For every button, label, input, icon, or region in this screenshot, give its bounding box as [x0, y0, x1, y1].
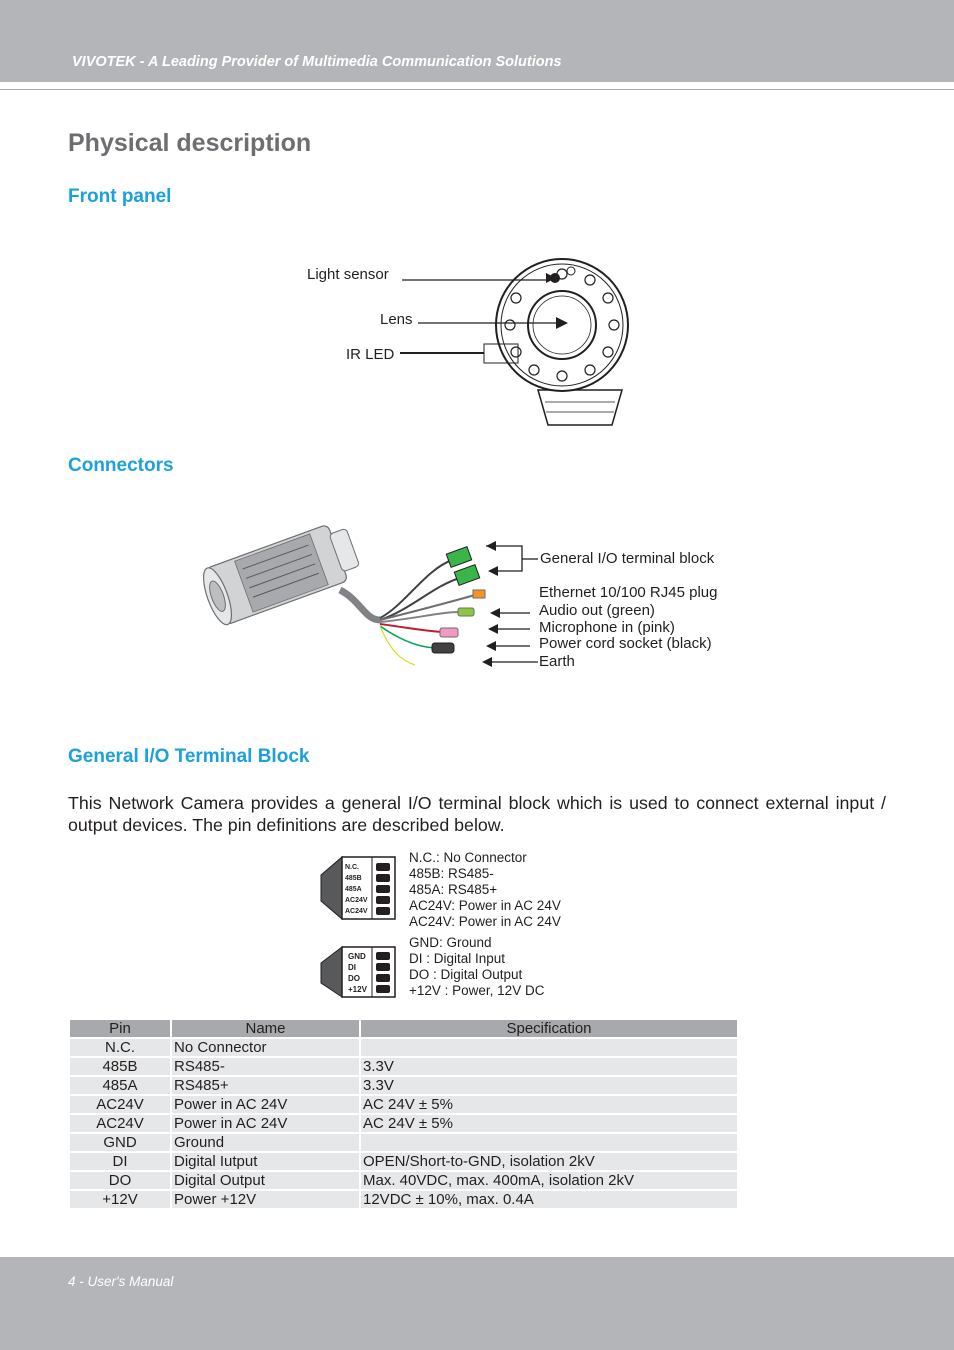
ethernet-label: Ethernet 10/100 RJ45 plug	[539, 584, 718, 601]
terminal-block-2-descriptions	[409, 935, 544, 999]
pin-description: DI : Digital Input	[409, 951, 506, 966]
cell-specification: Max. 40VDC, max. 400mA, isolation 2kV	[361, 1172, 737, 1189]
header-divider	[0, 89, 954, 90]
table-header-pin: Pin	[70, 1020, 170, 1037]
mic-wire	[380, 624, 445, 632]
cell-pin: 485B	[70, 1058, 170, 1075]
cell-name: No Connector	[172, 1039, 359, 1056]
lens-label: Lens	[380, 311, 413, 328]
pin-description: DO : Digital Output	[409, 967, 523, 982]
cell-name: Power in AC 24V	[172, 1115, 359, 1132]
cell-name: Digital Output	[172, 1172, 359, 1189]
cell-specification: AC 24V ± 5%	[361, 1096, 737, 1113]
cell-pin: DI	[70, 1153, 170, 1170]
pin-description: N.C.: No Connector	[409, 850, 527, 865]
audio-out-label: Audio out (green)	[539, 602, 655, 619]
pin-spec-table	[68, 1018, 739, 1210]
cell-pin: +12V	[70, 1191, 170, 1208]
table-row	[70, 1153, 737, 1170]
pin-description: AC24V: Power in AC 24V	[409, 914, 561, 929]
cell-pin: GND	[70, 1134, 170, 1151]
header-text: VIVOTEK - A Leading Provider of Multimedia Communication Solutions	[72, 54, 562, 70]
pin-description: 485A: RS485+	[409, 882, 498, 897]
terminal-pin-label: +12V	[348, 985, 367, 994]
terminal-pin-label: DO	[348, 974, 360, 983]
cell-pin: DO	[70, 1172, 170, 1189]
cell-pin: AC24V	[70, 1096, 170, 1113]
pin-description: GND: Ground	[409, 935, 492, 950]
cell-specification	[361, 1039, 737, 1056]
io-description: This Network Camera provides a general I/O terminal block which is used to connect external input / output devices. The pin definitions are described below.	[68, 793, 886, 835]
terminal-pin-label: N.C.	[345, 864, 359, 871]
cell-name: Power in AC 24V	[172, 1096, 359, 1113]
terminal-pin-label: 485A	[345, 886, 362, 893]
connectors-heading: Connectors	[68, 455, 174, 476]
terminal-block-2-pins	[348, 951, 367, 995]
terminal-block-1-pins	[345, 862, 368, 917]
mic-in-label: Microphone in (pink)	[539, 619, 675, 636]
power-socket	[432, 643, 454, 653]
terminal-pin-label: AC24V	[345, 908, 368, 915]
table-row	[70, 1077, 737, 1094]
page-footer	[0, 1257, 954, 1350]
footer-text: 4 - User's Manual	[68, 1274, 174, 1289]
terminal-block-1-descriptions	[409, 850, 561, 930]
cell-specification: 3.3V	[361, 1058, 737, 1075]
ir-led-label: IR LED	[346, 346, 395, 363]
table-row	[70, 1191, 737, 1208]
cell-specification: OPEN/Short-to-GND, isolation 2kV	[361, 1153, 737, 1170]
camera-mount	[538, 390, 622, 425]
io-terminal-1	[446, 547, 471, 568]
terminal-pin-label: GND	[348, 952, 366, 961]
cell-specification	[361, 1134, 737, 1151]
cell-specification: 12VDC ± 10%, max. 0.4A	[361, 1191, 737, 1208]
table-row	[70, 1115, 737, 1132]
terminal-pin-label: DI	[348, 963, 356, 972]
cell-specification: AC 24V ± 5%	[361, 1115, 737, 1132]
cell-specification: 3.3V	[361, 1077, 737, 1094]
pin-description: 485B: RS485-	[409, 866, 494, 881]
earth-label: Earth	[539, 653, 575, 670]
io-block-label: General I/O terminal block	[540, 550, 715, 567]
power-label: Power cord socket (black)	[539, 635, 712, 652]
io-terminal-2	[454, 565, 479, 586]
cell-pin: AC24V	[70, 1115, 170, 1132]
cell-name: Power +12V	[172, 1191, 359, 1208]
connectors-leaders	[480, 540, 540, 670]
terminal-pin-label: 485B	[345, 875, 362, 882]
earth-wire	[380, 626, 415, 665]
io-terminal-heading: General I/O Terminal Block	[68, 746, 310, 767]
cell-pin: 485A	[70, 1077, 170, 1094]
terminal-pin-label: AC24V	[345, 897, 368, 904]
table-row	[70, 1134, 737, 1151]
cell-name: RS485-	[172, 1058, 359, 1075]
table-header-row	[70, 1020, 737, 1037]
power-wire	[380, 626, 438, 648]
pin-description: AC24V: Power in AC 24V	[409, 898, 561, 913]
table-header-specification: Specification	[361, 1020, 737, 1037]
terminal-screws-1	[376, 863, 390, 915]
table-row	[70, 1058, 737, 1075]
mic-in-jack	[440, 628, 458, 637]
io-wire-1	[380, 560, 452, 618]
table-row	[70, 1172, 737, 1189]
cell-name: Ground	[172, 1134, 359, 1151]
front-panel-heading: Front panel	[68, 186, 172, 207]
cell-name: RS485+	[172, 1077, 359, 1094]
cell-name: Digital Iutput	[172, 1153, 359, 1170]
light-sensor-label: Light sensor	[307, 266, 389, 283]
audio-out-jack	[458, 608, 474, 616]
page-title: Physical description	[68, 129, 312, 157]
pin-description: +12V : Power, 12V DC	[409, 983, 545, 998]
camera-body	[198, 519, 363, 628]
table-row	[70, 1039, 737, 1056]
cell-pin: N.C.	[70, 1039, 170, 1056]
table-row	[70, 1096, 737, 1113]
table-header-name: Name	[172, 1020, 359, 1037]
